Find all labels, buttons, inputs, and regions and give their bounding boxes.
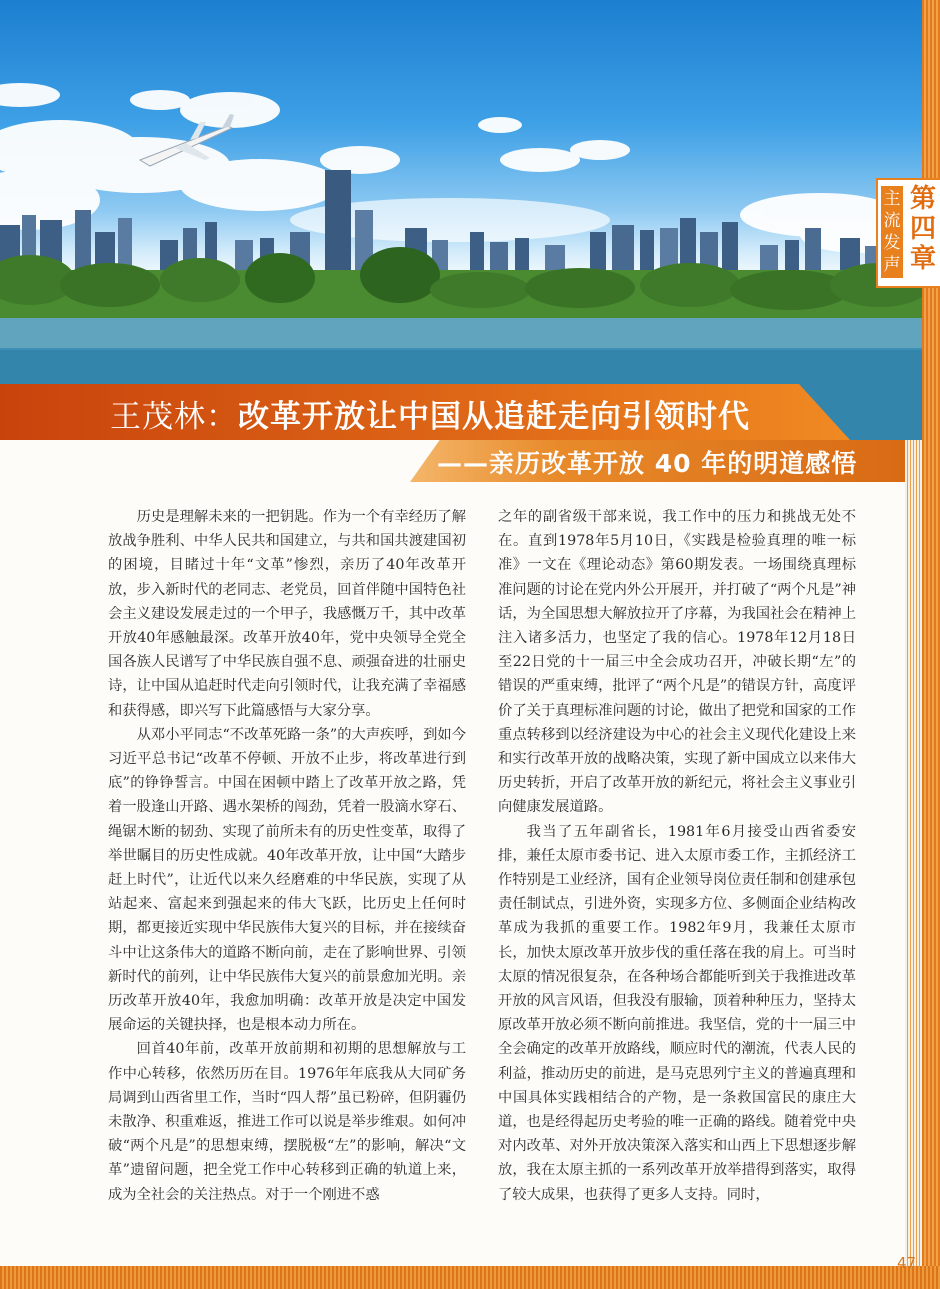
- page-number: 47: [897, 1254, 917, 1272]
- body-column-right: [498, 505, 856, 1207]
- body-column-left: [108, 505, 466, 1207]
- clouds: [0, 83, 920, 253]
- inner-border-stripe: [905, 440, 922, 1266]
- section-label: 主流发声: [881, 186, 903, 278]
- hero-image: [0, 0, 922, 440]
- paragraph: 历史是理解未来的一把钥匙。作为一个有幸经历了解放战争胜利、中华人民共和国建立，与共和国共渡建国初的困境，目睹过十年“文革”惨烈，亲历了40年改革开放，步入新时代的老同志、老党员，回首伴随中国特色社会主义建设发展走过的一个甲子，我感慨万千，其中改革开放40年感触最深。改革开放40年，党中央领导全党全国各族人民谱写了中华民族自强不息、顽强奋进的壮丽史诗，让中国从追赶时代走向引领时代，让我充满了幸福感和获得感，即兴写下此篇感悟与大家分享。: [108, 509, 466, 719]
- bottom-border-stripe: [0, 1266, 940, 1289]
- article-title: [110, 391, 750, 436]
- title-headline: 改革开放让中国从追赶走向引领时代: [238, 399, 750, 435]
- chapter-number: 第四章: [909, 184, 936, 274]
- tree-line: [0, 247, 922, 320]
- paragraph: 我当了五年副省长，1981年6月接受山西省委安排，兼任太原市委书记、进入太原市委工作，主抓经济工作特别是工业经济，国有企业领导岗位责任制和创建承包责任制试点，引进外资，实现多方位、多侧面企业结构改革成为我抓的重要工作。1982年9月，我兼任太原市长，加快太原改革开放步伐的重任落在我的肩上。可当时太原的情况很复杂，在各种场合都能听到关于我推进改革开放的风言风语，但我没有服输，顶着种种压力，坚持太原改革开放必须不断向前推进。我坚信，党的十一届三中全会确定的改革开放路线，顺应时代的潮流，代表人民的利益，推动历史的前进，是马克思列宁主义的普遍真理和中国具体实践相结合的产物，是一条救国富民的康庄大道，也是经得起历史考验的唯一正确的路线。随着党中央对内改革、对外开放决策深入落实和山西上下思想逐步解放，我在太原主抓的一系列改革开放举措得到落实，取得了较大成果，也获得了更多人支持。同时，: [498, 823, 856, 1203]
- paragraph: 从邓小平同志“不改革死路一条”的大声疾呼，到如今习近平总书记“改革不停顿、开放不止步，将改革进行到底”的铮铮誓言。中国在困顿中踏上了改革开放之路，凭着一股逢山开路、遇水架桥的闯劲，凭着一股滴水穿石、绳锯木断的韧劲、实现了前所未有的历史性变革，取得了举世瞩目的历史性成就。40年改革开放，让中国“大踏步赶上时代”，让近代以来久经磨难的中华民族，实现了从站起来、富起来到强起来的伟大飞跃，比历史上任何时期，都更接近实现中华民族伟大复兴的目标，并在接续奋斗中让这条伟大的道路不断向前，走在了影响世界、引领新时代的前列，让中华民族伟大复兴的前景愈加光明。亲历改革开放40年，我愈加明确：改革开放是决定中国发展命运的关键抉择，也是根本动力所在。: [108, 726, 466, 1034]
- city-skyline-illustration: [0, 0, 922, 440]
- chapter-tab: [876, 178, 940, 288]
- paragraph: 回首40年前，改革开放前期和初期的思想解放与工作中心转移，依然历历在目。1976年年底我从大同矿务局调到山西省里工作，当时“四人帮”虽已粉碎，但阴霾仍未散净、积重难返，推进工作可以说是举步维艰。如何冲破“两个凡是”的思想束缚，摆脱极“左”的影响，解决“文革”遗留问题，把全党工作中心转移到正确的轨道上来，成为全社会的关注热点。对于一个刚进不惑: [108, 1041, 466, 1203]
- title-author: 王茂林：: [110, 399, 238, 435]
- article-subtitle: ——亲历改革开放 40 年的明道感悟: [437, 449, 858, 478]
- paragraph: 之年的副省级干部来说，我工作中的压力和挑战无处不在。直到1978年5月10日，《实践是检验真理的唯一标准》一文在《理论动态》第60期发表。一场围绕真理标准问题的讨论在党内外公开展开，并打破了“两个凡是”神话，为全国思想大解放拉开了序幕，为我国社会在精神上注入诸多活力，也坚定了我的信心。1978年12月18日至22日党的十一届三中全会成功召开，冲破长期“左”的错误的严重束缚，批评了“两个凡是”的错误方针，高度评价了关于真理标准问题的讨论，做出了把党和国家的工作重点转移到以经济建设为中心的社会主义现代化建设上来和实行改革开放的战略决策，实现了新中国成立以来伟大历史转折，开启了改革开放的新纪元，将社会主义事业引向健康发展道路。: [498, 509, 856, 816]
